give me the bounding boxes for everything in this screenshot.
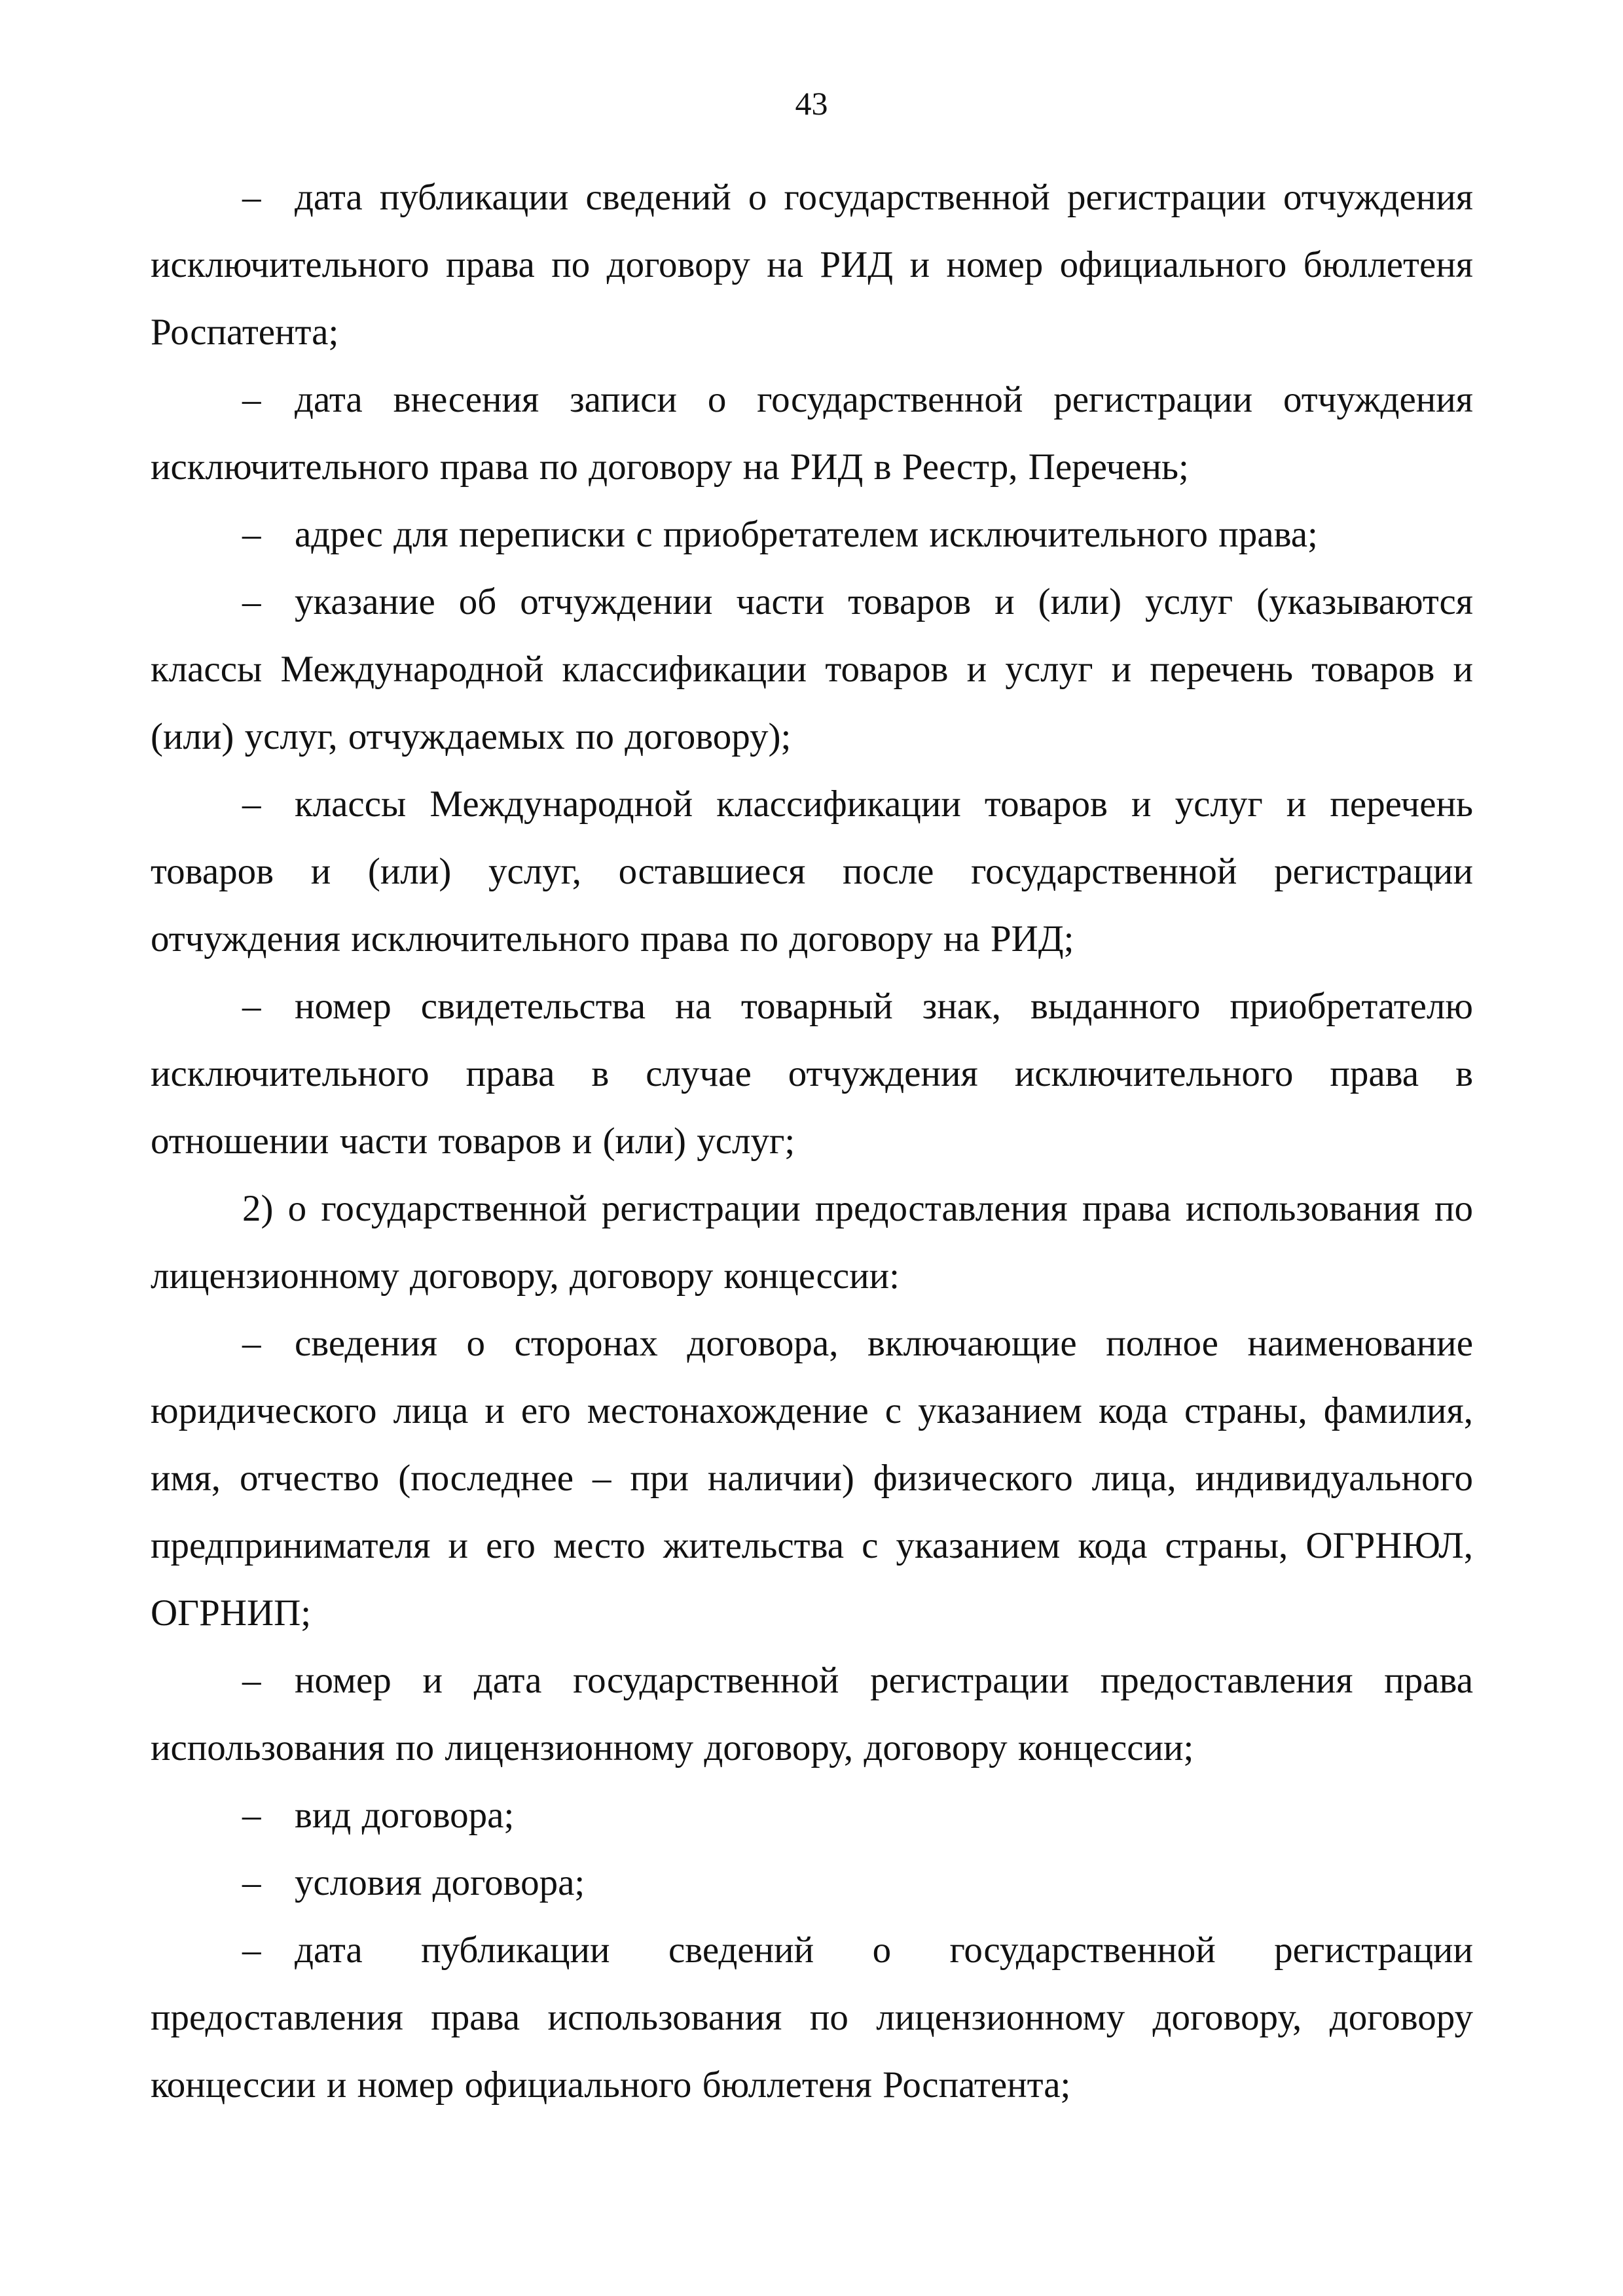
paragraph-text: дата публикации сведений о государственной регистрации отчуждения исключительного права по договору на РИД и номер официального бюллетеня Роспатента; bbox=[151, 177, 1473, 353]
dash-marker: – bbox=[242, 581, 261, 622]
dash-marker: – bbox=[242, 514, 261, 555]
dash-marker: – bbox=[242, 783, 261, 825]
paragraph-text: номер свидетельства на товарный знак, выданного приобретателю исключительного права в случае отчуждения исключительного права в отношении части товаров и (или) услуг; bbox=[151, 986, 1473, 1162]
dash-marker: – bbox=[242, 177, 261, 218]
list-item bbox=[151, 366, 1473, 501]
paragraph-text: классы Международной классификации товаров и услуг и перечень товаров и (или) услуг, оставшиеся после государственной регистрации отчуждения исключительного права по договору на РИД; bbox=[151, 783, 1473, 960]
list-item bbox=[151, 770, 1473, 973]
dash-marker: – bbox=[242, 986, 261, 1027]
dash-marker: – bbox=[242, 379, 261, 420]
list-item bbox=[151, 164, 1473, 366]
paragraph-text: условия договора; bbox=[295, 1862, 585, 1903]
list-item bbox=[151, 501, 1473, 568]
paragraph-text: дата внесения записи о государственной регистрации отчуждения исключительного права по договору на РИД в Реестр, Перечень; bbox=[151, 379, 1473, 488]
list-item bbox=[151, 1916, 1473, 2119]
list-item bbox=[151, 1647, 1473, 1782]
section-heading bbox=[151, 1175, 1473, 1310]
paragraph-text: указание об отчуждении части товаров и (или) услуг (указываются классы Международной классификации товаров и услуг и перечень товаров и (или) услуг, отчуждаемых по договору); bbox=[151, 581, 1473, 757]
paragraph-text: номер и дата государственной регистрации предоставления права использования по лицензионному договору, договору концессии; bbox=[151, 1660, 1473, 1768]
page-number: 43 bbox=[795, 85, 828, 122]
paragraph-text: адрес для переписки с приобретателем исключительного права; bbox=[295, 514, 1318, 555]
dash-marker: – bbox=[242, 1929, 261, 1971]
document-body bbox=[151, 164, 1473, 2119]
list-item bbox=[151, 1849, 1473, 1916]
paragraph-text: вид договора; bbox=[295, 1795, 515, 1836]
dash-marker: – bbox=[242, 1323, 261, 1364]
list-item bbox=[151, 973, 1473, 1175]
dash-marker: – bbox=[242, 1660, 261, 1701]
list-item bbox=[151, 1310, 1473, 1647]
paragraph-text: 2) о государственной регистрации предоставления права использования по лицензионному договору, договору концессии: bbox=[151, 1188, 1473, 1297]
paragraph-text: дата публикации сведений о государственной регистрации предоставления права использования по лицензионному договору, договору концессии и номер официального бюллетеня Роспатента; bbox=[151, 1929, 1473, 2106]
dash-marker: – bbox=[242, 1795, 261, 1836]
paragraph-text: сведения о сторонах договора, включающие полное наименование юридического лица и его местонахождение с указанием кода страны, фамилия, имя, отчество (последнее – при наличии) физического лица, индивидуального предпринимателя и его место жительства с указанием кода страны, ОГРНЮЛ, ОГРНИП; bbox=[151, 1323, 1473, 1634]
list-item bbox=[151, 568, 1473, 770]
list-item bbox=[151, 1782, 1473, 1849]
dash-marker: – bbox=[242, 1862, 261, 1903]
